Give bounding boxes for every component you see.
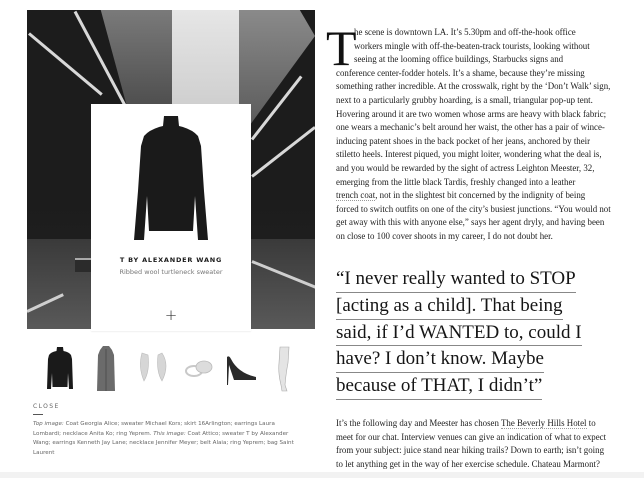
pull-quote-line: have? I don’t know. Maybe bbox=[336, 346, 544, 373]
pull-quote-line: said, if I’d WANTED to, could I bbox=[336, 320, 582, 347]
text-line bbox=[336, 189, 636, 203]
text-line: he scene is downtown LA. It’s 5.30pm and off-the-hook office bbox=[354, 27, 576, 37]
article-paragraph-1 bbox=[336, 26, 636, 244]
pull-quote bbox=[336, 266, 626, 400]
thumbnail-sweater[interactable] bbox=[46, 345, 74, 395]
thumbnail-ring[interactable] bbox=[184, 345, 214, 395]
text-line: stiletto heels. Interest piqued, you might loiter, wondering what the deal is, bbox=[336, 149, 602, 160]
photo-overpass-left bbox=[77, 10, 172, 115]
text-line: Hovering around it are two women whose arms are heavy with black fabric; bbox=[336, 108, 607, 119]
close-underline bbox=[33, 414, 43, 415]
credits-this-label: This image: bbox=[153, 430, 186, 437]
text-line: workers mingle with off-the-beaten-track tourists, looking without bbox=[354, 40, 590, 51]
thumbnail-earrings[interactable] bbox=[136, 345, 172, 395]
article-paragraph-2 bbox=[336, 417, 636, 471]
text-line: from your subject: juice stand near hiking trails? Down to earth; isn’t going bbox=[336, 445, 605, 456]
text-fragment: to bbox=[586, 418, 596, 428]
turtleneck-sweater-image bbox=[134, 116, 208, 240]
pull-quote-line: because of THAT, I didn’t” bbox=[336, 373, 542, 400]
text-line: emerging from the little black Tardis, freshly changed into a leather bbox=[336, 176, 576, 187]
text-line: something rather incredible. At the crosswalk, right by the ‘Don’t Walk’ sign, bbox=[336, 81, 611, 92]
earrings-thumb-icon bbox=[136, 345, 172, 391]
text-line: and you would be rewarded by the sight of actress Leighton Meester, 32, bbox=[336, 162, 595, 173]
text-line: to let anything get in the way of her exercise schedule. Chateau Marmont? bbox=[336, 458, 600, 469]
coat-thumb-icon bbox=[94, 345, 118, 393]
product-thumbnails bbox=[40, 345, 300, 395]
mannequin-leg-thumb-icon bbox=[274, 345, 292, 393]
text-line: conference center-fodder hotels. It’s a shame, because they’re missing bbox=[336, 67, 585, 78]
product-card[interactable] bbox=[91, 104, 251, 331]
credits-top-label: Top image: bbox=[33, 421, 64, 427]
text-line: one wears a mechanic’s belt around her waist, the other has a pair of wince- bbox=[336, 122, 605, 133]
image-credits bbox=[33, 420, 295, 458]
beverly-hills-hotel-link[interactable]: The Beverly Hills Hotel bbox=[500, 418, 587, 428]
text-fragment: , not in the slightest bit concerned by the indignity of being bbox=[375, 190, 586, 201]
text-line: on close to 100 cover shoots in my career, I do not doubt her. bbox=[336, 230, 553, 241]
pull-quote-line: [acting as a child]. That being bbox=[336, 293, 563, 320]
ring-thumb-icon bbox=[184, 345, 214, 391]
photo-beam bbox=[251, 126, 315, 178]
thumbnail-coat[interactable] bbox=[94, 345, 118, 395]
product-brand: T BY ALEXANDER WANG bbox=[119, 256, 223, 264]
sweater-thumb-icon bbox=[46, 345, 74, 391]
text-line: seeing at the looming office buildings, Starbucks signs and bbox=[354, 54, 564, 65]
add-product-button[interactable]: + bbox=[164, 306, 178, 324]
thumbnail-pumps[interactable] bbox=[224, 345, 258, 395]
bottom-bar bbox=[0, 472, 644, 478]
close-button[interactable]: CLOSE bbox=[33, 403, 60, 410]
pull-quote-line: “I never really wanted to STOP bbox=[336, 266, 576, 293]
drop-cap: T bbox=[326, 20, 357, 76]
trench-coat-link[interactable]: trench coat bbox=[336, 190, 376, 201]
thumbnail-mannequin-leg[interactable] bbox=[274, 345, 292, 395]
text-line: meet for our chat. Interview venues can give an indication of what to expect bbox=[336, 431, 607, 442]
text-line: forced to switch outfits on one of the city’s busiest junctions. “You would not bbox=[336, 203, 611, 214]
credits-this-text: Coat Attico; sweater T by Alexander Wang; earrings Kenneth Jay Lane; necklace Jennifer Meyer; belt Alaia; ring Yeprem; bag Saint Laurent bbox=[33, 430, 294, 456]
text-line: next to a particularly grubby hoarding, is a small, triangular pop-up tent. bbox=[336, 94, 593, 105]
text-line: get away with this with anyone else,” says her agent dryly, and having been bbox=[336, 217, 605, 228]
pumps-thumb-icon bbox=[224, 345, 258, 391]
text-line bbox=[336, 417, 636, 431]
text-fragment: It’s the following day and Meester has chosen bbox=[336, 418, 501, 428]
credits-top-text: Coat Georgia Alice; sweater Michael Kors; skirt 16Arlington; earrings Laura Lombardi; necklace Anita Ko; ring Yeprem. bbox=[33, 421, 275, 437]
text-line: inducing patent shoes in the back pocket of her jeans, anchored by their bbox=[336, 135, 591, 146]
article-body bbox=[326, 20, 636, 244]
product-description: Ribbed wool turtleneck sweater bbox=[119, 268, 223, 276]
